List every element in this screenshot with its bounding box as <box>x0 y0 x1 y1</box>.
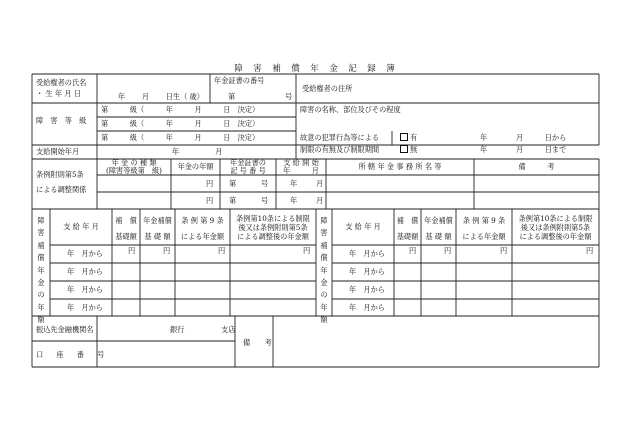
ledger-row-month-label[interactable]: 年 月から <box>67 249 103 258</box>
art9-header-2: による年金額 <box>180 232 225 241</box>
disability-grade-row[interactable]: 第 級（ 年 月 日 決定） <box>101 133 260 142</box>
disability-grade-row[interactable]: 第 級（ 年 月 日 決定） <box>101 105 260 114</box>
adj-row-month: 月 <box>316 196 324 205</box>
adj-row-year: 年 <box>290 196 298 205</box>
art9-header-2: による年金額 <box>462 232 506 241</box>
ledger-side-label-left: 障害補償年金の年額 <box>37 216 45 325</box>
checkbox-icon <box>400 145 408 153</box>
ledger-row-month-label[interactable]: 年 月から <box>67 285 103 294</box>
bank-label: 振込先金融機関名 <box>36 325 94 334</box>
art10-header-3: による調整後の年金額 <box>237 232 309 241</box>
recipient-dob-label: ・ 生 年 月 日 <box>36 89 82 98</box>
recipient-address-label: 受給権者の住所 <box>302 84 353 93</box>
comp-base-header-1: 補 償 <box>396 216 419 225</box>
supp-base-header-2: 基 礎 額 <box>144 232 171 241</box>
pension-cert-no-label: 年金証書の番号 <box>214 76 265 85</box>
art10-header-2: 後又は条例附則第5条 <box>520 223 591 232</box>
adj-row-sign: 第 <box>229 179 237 188</box>
supp-base-header-1: 年金補償 <box>143 216 172 225</box>
restriction-from-date[interactable]: 年 月 日から <box>480 133 567 142</box>
supp-base-header-1: 年金補償 <box>424 216 453 225</box>
cert-dai-label: 第 <box>228 92 236 101</box>
ledger-row-month-label[interactable]: 年 月から <box>67 303 103 312</box>
pay-month-header: 支 給 年 月 <box>345 222 381 231</box>
branch-suffix: 支店 <box>221 325 236 334</box>
ledger-yen-unit: 円 <box>444 246 452 255</box>
payment-start-date[interactable]: 年 月 <box>172 147 223 156</box>
checkbox-icon <box>400 133 408 141</box>
disability-name-label: 障害の名称、部位及びその程度 <box>300 105 401 114</box>
adj-row-sign: 第 <box>229 196 237 205</box>
adjustment-label-2: による調整関係 <box>36 185 87 194</box>
ledger-row-month-label[interactable]: 年 月から <box>67 267 103 276</box>
adj-row-year: 年 <box>290 179 298 188</box>
dob-date-field[interactable]: 年 月 日生（ 歳） <box>118 92 204 101</box>
adj-row-month: 月 <box>316 179 324 188</box>
form-title: 障 害 補 償 年 金 記 録 簿 <box>234 64 396 74</box>
art10-header-3: による調整後の年金額 <box>519 232 592 241</box>
adjustment-remarks-header: 備 考 <box>518 162 555 171</box>
ledger-yen-unit: 円 <box>500 246 508 255</box>
art10-header-1: 条例第10条による制限 <box>236 214 310 223</box>
comp-base-header-2: 基礎額 <box>115 232 137 241</box>
cert-sign-header-1: 年金証書の <box>230 158 266 167</box>
art9-header-1: 条 例 第 9 条 <box>181 216 224 225</box>
ledger-row-month-label[interactable]: 年 月から <box>349 285 385 294</box>
ledger-yen-unit: 円 <box>218 246 226 255</box>
ledger-yen-unit: 円 <box>303 246 311 255</box>
adj-row-go: 号 <box>261 196 269 205</box>
pay-month-header: 支 給 年 月 <box>63 222 99 231</box>
payment-start-label: 支給開始年月 <box>36 147 80 156</box>
ledger-row-month-label[interactable]: 年 月から <box>349 249 385 258</box>
has-label: 有 <box>410 133 418 142</box>
art10-header-1: 条例第10条による制限 <box>518 214 593 223</box>
pension-type-header: 年 金 の 種 類 <box>111 158 157 167</box>
account-number-label: 口 座 番 号 <box>36 350 108 359</box>
bank-suffix: 銀行 <box>170 325 185 334</box>
pension-type-sub: (障害等級第 級) <box>106 166 162 175</box>
ledger-row-month-label[interactable]: 年 月から <box>349 303 385 312</box>
crime-restriction-label-1: 故意の犯罪行為等による <box>300 133 380 142</box>
comp-base-header-1: 補 償 <box>115 216 137 225</box>
footer-remarks-label: 備 考 <box>243 338 272 347</box>
ledger-yen-unit: 円 <box>163 246 171 255</box>
ledger-yen-unit: 円 <box>409 246 417 255</box>
art9-header-1: 条 例 第 9 条 <box>462 216 506 225</box>
adj-row-go: 号 <box>261 179 269 188</box>
supp-base-header-2: 基 礎 額 <box>425 232 452 241</box>
crime-restriction-label-2: 制限の有無及び制限期間 <box>300 145 380 154</box>
recipient-name-label: 受給権者の氏名 <box>36 78 87 87</box>
has-checkbox[interactable] <box>400 133 417 142</box>
office-name-header: 所 轄 年 金 事 務 所 名 等 <box>358 162 442 171</box>
cert-sign-header-2: 記 号 番 号 <box>230 166 266 175</box>
adj-row-yen: 円 <box>206 179 214 188</box>
cert-go-label: 号 <box>285 92 293 101</box>
comp-base-header-2: 基礎額 <box>396 232 419 241</box>
ledger-yen-unit: 円 <box>128 246 136 255</box>
none-label: 無 <box>410 145 418 154</box>
ledger-side-label-right: 障害補償年金の年額 <box>320 216 328 325</box>
ledger-row-month-label[interactable]: 年 月から <box>349 267 385 276</box>
pay-start-header-2: 年 月 <box>283 166 319 175</box>
disability-grade-label: 障 害 等 級 <box>36 116 87 125</box>
disability-grade-row[interactable]: 第 級（ 年 月 日 決定） <box>101 119 260 128</box>
adj-row-yen: 円 <box>206 196 214 205</box>
pension-amount-header: 年金の年額 <box>177 162 214 171</box>
ledger-yen-unit: 円 <box>586 246 594 255</box>
pay-start-header-1: 支 給 開 始 <box>283 158 319 167</box>
art10-header-2: 後又は条例附則第5条 <box>238 223 308 232</box>
adjustment-label-1: 条例附則第5条 <box>36 170 84 179</box>
restriction-to-date[interactable]: 年 月 日まで <box>480 145 567 154</box>
none-checkbox[interactable] <box>400 145 417 154</box>
